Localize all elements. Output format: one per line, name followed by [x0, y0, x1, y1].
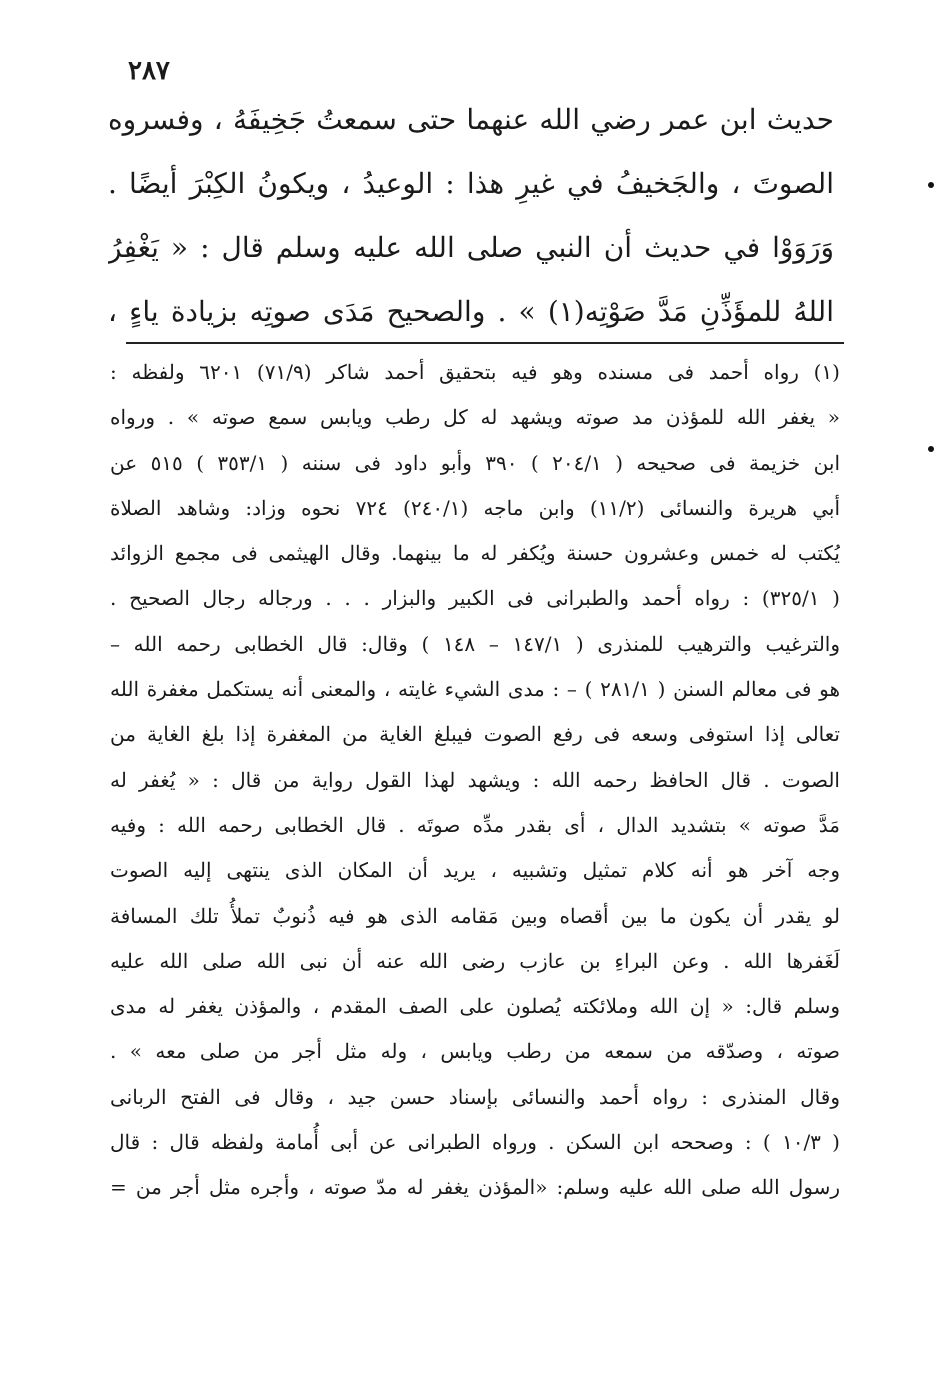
footnote-line: ابن خزيمة فى صحيحه ( ٢٠٤/١ ) ٣٩٠ وأبو داود فى سننه ( ٣٥٣/١ ) ٥١٥ عن: [110, 450, 840, 475]
footnote-line: والترغيب والترهيب للمنذرى ( ١٤٧/١ – ١٤٨ ) وقال: قال الخطابى رحمه الله –: [110, 631, 840, 656]
footnote-line: رسول الله صلى الله عليه وسلم: «المؤذن يغفر له مدّ صوته ، وأجره مثل أجر من =: [110, 1175, 840, 1200]
footnote-line: تعالى إذا استوفى وسعه فى رفع الصوت فيبلغ الغاية من المغفرة إذا بلغ الغاية من: [110, 722, 840, 747]
main-text: [108, 88, 834, 344]
margin-mark: [928, 182, 934, 188]
footnote-line: وسلم قال: « إن الله وملائكته يُصلون على الصف المقدم ، والمؤذن يغفر له مدى: [110, 994, 840, 1019]
margin-mark: [928, 446, 934, 452]
footnote-line: لو يقدر أن يكون ما بين أقصاه وبين مَقامه الذى هو فيه ذُنوبٌ تملأُ تلك المسافة: [110, 903, 840, 928]
footnote-separator: [126, 342, 844, 344]
footnote-line: (١) رواه أحمد فى مسنده وهو فيه بتحقيق أحمد شاكر (٧١/٩) ٦٢٠١ ولفظه :: [110, 360, 840, 384]
main-text-line: حديث ابن عمر رضي الله عنهما حتى سمعتُ جَخِيفَهُ ، وفسروه: [108, 103, 834, 136]
footnote-line: وجه آخر هو أنه كلام تمثيل وتشبيه ، يريد أن المكان الذى ينتهى إليه الصوت: [110, 858, 840, 883]
footnote-line: أبي هريرة والنسائى (١١/٢) وابن ماجه (٢٤٠/١) ٧٢٤ نحوه وزاد: وشاهد الصلاة: [110, 495, 840, 520]
main-text-line: وَرَوَوْا في حديث أن النبي صلى الله عليه وسلم قال : « يَغْفِرُ: [108, 231, 834, 264]
footnote-line: ( ٣٢٥/١) : رواه أحمد والطبرانى فى الكبير والبزار . . . ورجاله رجال الصحيح .: [110, 586, 840, 611]
footnote-line: الصوت . قال الحافظ رحمه الله : ويشهد لهذا القول رواية من قال : « يُغفر له: [110, 767, 840, 792]
footnote-line: مَدَّ صوته » بتشديد الدال ، أى بقدر مدِّه صوتَه . قال الخطابى رحمه الله : وفيه: [110, 812, 840, 837]
footnotes: [110, 350, 840, 1211]
footnote-line: ( ١٠/٣ ) : وصححه ابن السكن . ورواه الطبرانى عن أبى أُمامة ولفظه قال : قال: [110, 1130, 840, 1155]
page-number: ٢٨٧: [128, 56, 170, 86]
main-text-line: اللهُ للمؤَذِّنِ مَدَّ صَوْتِه(١) » . والصحيح مَدَى صوتِه بزيادة ياءٍ ،: [108, 295, 834, 328]
footnote-line: صوته ، وصدّقه من سمعه من رطب ويابس ، وله مثل أجر من صلى معه » .: [110, 1039, 840, 1064]
footnote-line: « يغفر الله للمؤذن مد صوته ويشهد له كل رطب ويابس سمع صوته » . ورواه: [110, 405, 840, 430]
footnote-line: لَغَفرها الله . وعن البراءِ بن عازب رضى الله عنه أن نبى الله صلى الله عليه: [110, 948, 840, 973]
footnote-line: هو فى معالم السنن ( ٢٨١/١ ) – : مدى الشيء غايته ، والمعنى أنه يستكمل مغفرة الله: [110, 677, 840, 702]
footnote-line: وقال المنذرى : رواه أحمد والنسائى بإسناد حسن جيد ، وقال فى الفتح الربانى: [110, 1084, 840, 1109]
footnote-line: يُكتب له خمس وعشرون حسنة ويُكفر له ما بينهما. وقال الهيثمى فى مجمع الزوائد: [110, 541, 840, 566]
main-text-line: الصوتَ ، والجَخيفُ في غيرِ هذا : الوعيدُ ، ويكونُ الكِبْرَ أيضًا .: [108, 167, 834, 200]
